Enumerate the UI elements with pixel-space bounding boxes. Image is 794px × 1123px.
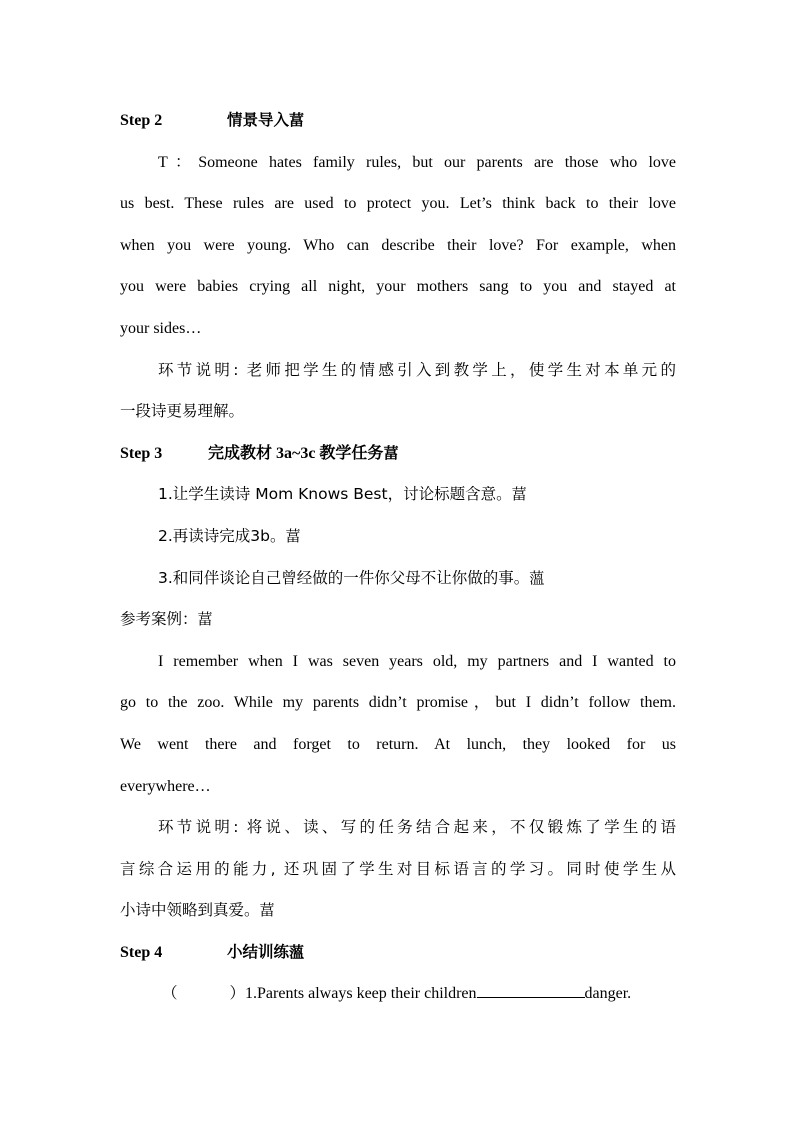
step3-task-2-mark: 葍 <box>285 526 301 545</box>
reference-mark: 葍 <box>197 610 213 629</box>
step4-title: 小结训练 <box>227 942 290 961</box>
example-line-1: I remember when I was seven years old, my partners and I wanted to <box>158 652 676 670</box>
step3-task-3 <box>120 558 676 600</box>
exercise-line-1 <box>120 973 676 1015</box>
step3-task-1 <box>120 474 676 516</box>
step3-note-line-3 <box>120 890 676 932</box>
example-line-4: everywhere… <box>120 777 211 795</box>
step3-task-2 <box>120 516 676 558</box>
step3-task-2-text: 2.再读诗完成3b。 <box>158 526 286 545</box>
exercise-text-after: danger. <box>584 985 632 1003</box>
step2-text-line-4: you were babies crying all night, your mothers sang to you and stayed at <box>120 278 676 296</box>
step3-task-3-mark: 薀 <box>529 568 545 587</box>
step3-note-mark: 葍 <box>259 901 275 920</box>
document-page <box>120 100 676 1015</box>
answer-close-paren: ） <box>229 984 246 1003</box>
step3-task-1-mark: 葍 <box>511 485 527 504</box>
step3-note-line-2: 言综合运用的能力, 还巩固了学生对目标语言的学习。同时使学生从 <box>120 859 676 878</box>
step2-text-line-2: us best. These rules are used to protect you. Let’s think back to their love <box>120 195 676 213</box>
reference-label: 参考案例： <box>120 610 198 629</box>
step2-heading <box>120 100 676 142</box>
step2-title: 情景导入 <box>227 111 290 129</box>
step3-title: 完成教材 3a~3c 教学任务 <box>208 444 384 462</box>
exercise-text-before: 1.Parents always keep their children <box>245 985 477 1003</box>
step3-note-line-1: 环节说明: 将说、读、写的任务结合起来，不仅锻炼了学生的语 <box>158 818 676 837</box>
example-line-3: We went there and forget to return. At lunch, they looked for us <box>120 735 676 753</box>
answer-open-paren: （ <box>162 984 178 1003</box>
step3-task-3-text: 3.和同伴谈论自己曾经做的一件你父母不让你做的事。 <box>158 568 530 587</box>
example-line-2: go to the zoo. While my parents didn’t promise，but I didn’t follow them. <box>120 694 676 712</box>
fill-in-blank[interactable] <box>477 983 585 998</box>
step2-note-line-2: 一段诗更易理解。 <box>120 402 245 421</box>
step2-note-line-1: 环节说明: 老师把学生的情感引入到教学上，使学生对本单元的 <box>158 360 676 379</box>
step2-mark: 葍 <box>289 111 305 129</box>
step3-label: Step 3 <box>120 444 163 462</box>
step2-text-line-1: T：Someone hates family rules, but our parents are those who love <box>158 153 676 171</box>
step2-label: Step 2 <box>120 112 163 129</box>
step3-note-line-3-text: 小诗中领略到真爱。 <box>120 901 260 920</box>
step3-task-1-text: 1.让学生读诗 Mom Knows Best，讨论标题含意。 <box>158 485 512 504</box>
reference-heading <box>120 599 676 641</box>
step2-text-line-3: when you were young. Who can describe their love? For example, when <box>120 236 676 254</box>
step4-heading <box>120 932 676 974</box>
step2-text-line-5: your sides… <box>120 319 202 337</box>
step4-mark: 薀 <box>289 942 305 961</box>
step3-mark: 葍 <box>383 443 399 462</box>
step3-heading <box>120 433 676 475</box>
step4-label: Step 4 <box>120 943 163 961</box>
